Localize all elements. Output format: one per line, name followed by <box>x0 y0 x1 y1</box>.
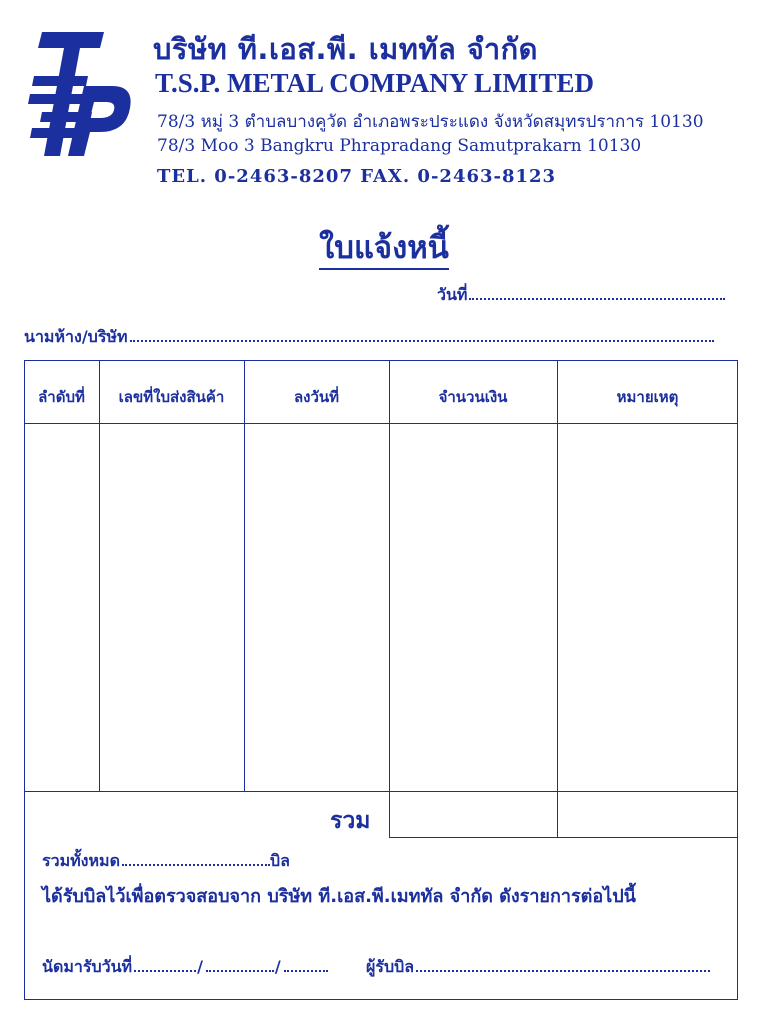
total-label: รวม <box>330 808 371 834</box>
company-name-english: T.S.P. METAL COMPANY LIMITED <box>155 68 595 98</box>
date-label: วันที่ <box>437 285 468 304</box>
acknowledgement-text: ได้รับบิลไว้เพื่อตรวจสอบจาก บริษัท ที.เอส.พี.เมททัล จำกัด ดังรายการต่อไปนี้ <box>42 886 636 907</box>
bill-count-blank[interactable] <box>122 864 270 866</box>
bill-count-label: รวมทั้งหมด <box>42 851 120 870</box>
receiver-label: ผู้รับบิล <box>366 957 415 976</box>
address-english: 78/3 Moo 3 Bangkru Phrapradang Samutprakarn 10130 <box>157 136 642 156</box>
bill-unit-label: บิล <box>269 851 290 870</box>
table-header-divider <box>24 423 738 424</box>
customer-label: นามห้าง/บริษัท <box>24 327 128 346</box>
bill-count-field[interactable] <box>42 849 290 874</box>
column-divider <box>99 360 100 791</box>
date-separator: / <box>274 957 281 976</box>
appointment-year-blank[interactable] <box>284 970 328 972</box>
document-title <box>0 222 768 272</box>
appointment-label: นัดมารับวันที่ <box>42 957 133 976</box>
column-header-no: ลำดับที่ <box>38 388 85 406</box>
receiver-blank[interactable] <box>416 970 710 972</box>
appointment-day-blank[interactable] <box>134 970 196 972</box>
column-header-date: ลงวันที่ <box>293 388 340 406</box>
column-divider <box>557 360 558 837</box>
column-header-remarks: หมายเหตุ <box>616 388 679 406</box>
column-header-amount: จำนวนเงิน <box>438 388 508 406</box>
appointment-month-blank[interactable] <box>206 970 274 972</box>
contact-line: TEL. 0-2463-8207 FAX. 0-2463-8123 <box>157 166 557 187</box>
customer-blank[interactable] <box>130 340 714 342</box>
table-body-divider <box>24 791 738 792</box>
tsp-logo-icon <box>28 28 136 160</box>
address-thai: 78/3 หมู่ 3 ตำบลบางคูวัด อำเภอพระประแดง จังหวัดสมุทรปราการ 10130 <box>157 112 704 132</box>
receiver-field[interactable] <box>366 955 710 980</box>
column-header-delivery-no: เลขที่ใบส่งสินค้า <box>118 388 225 406</box>
date-blank[interactable] <box>469 298 725 300</box>
total-row-divider <box>389 837 738 838</box>
column-divider <box>244 360 245 791</box>
customer-field[interactable] <box>24 325 714 350</box>
appointment-date-field[interactable] <box>42 955 328 980</box>
date-separator: / <box>197 957 203 976</box>
document-title-text: ใบแจ้งหนี้ <box>319 230 449 270</box>
column-divider <box>389 360 390 837</box>
company-name-thai: บริษัท ที.เอส.พี. เมททัล จำกัด <box>153 32 539 66</box>
date-field[interactable] <box>437 283 725 308</box>
